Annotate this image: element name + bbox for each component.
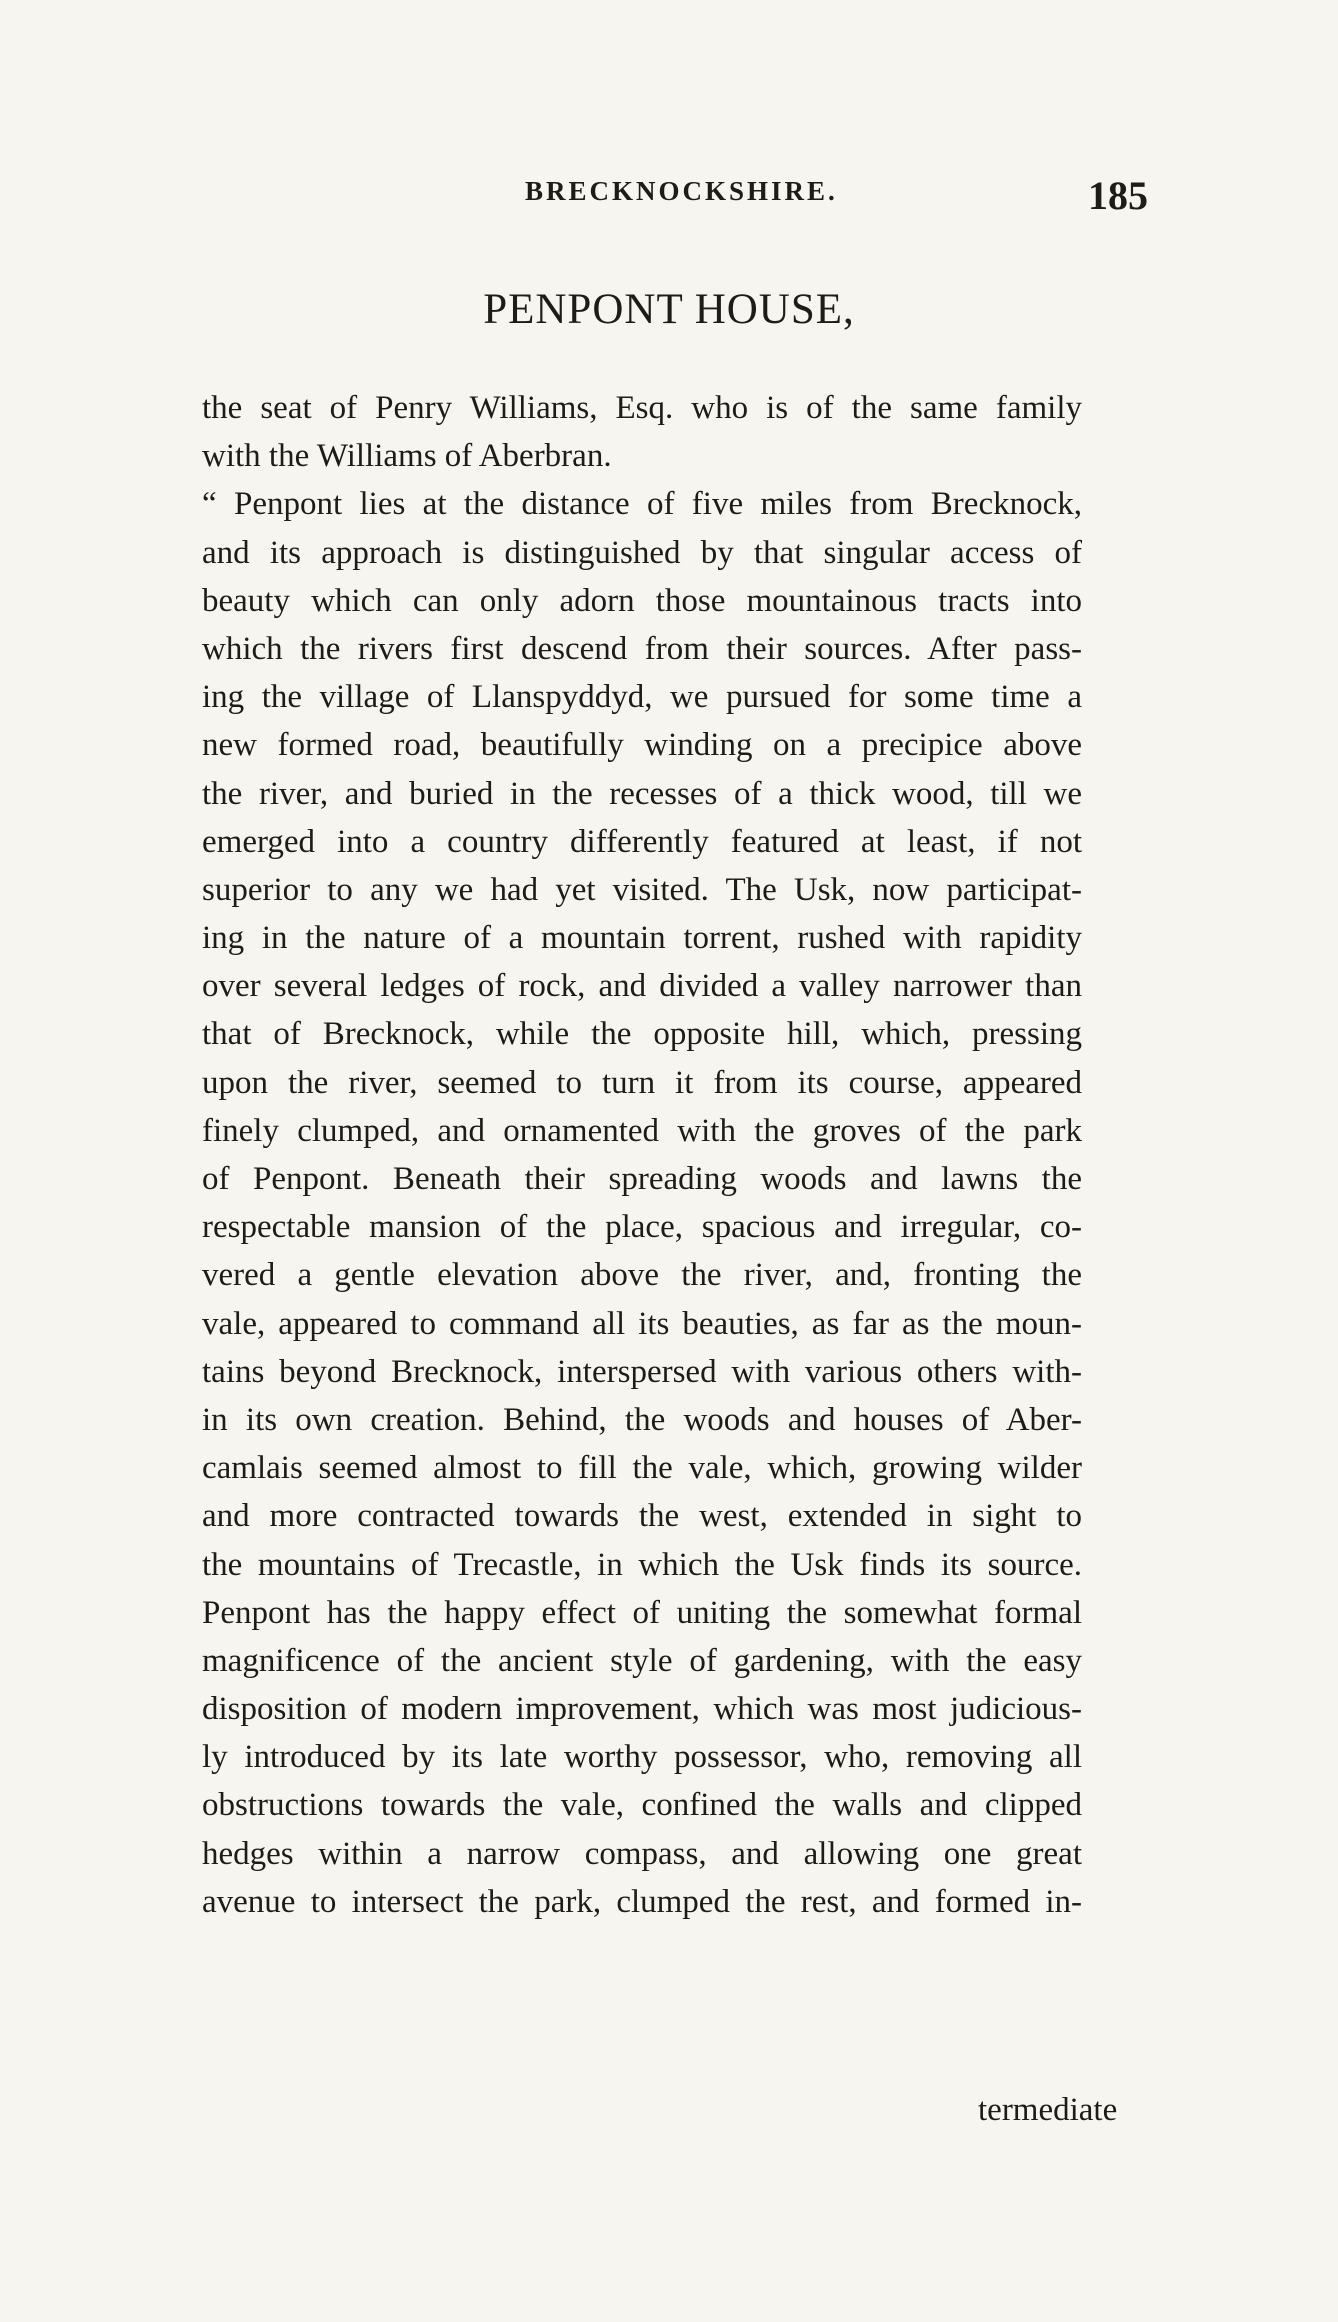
text-line: beauty which can only adorn those mountainous tracts into bbox=[202, 582, 1082, 619]
text-line: and more contracted towards the west, extended in sight to bbox=[202, 1498, 1082, 1535]
text-line: vale, appeared to command all its beauties, as far as the moun- bbox=[202, 1305, 1082, 1342]
text-line: upon the river, seemed to turn it from its course, appeared bbox=[202, 1064, 1082, 1101]
catchword: termediate bbox=[978, 2092, 1118, 2128]
section-heading: PENPONT HOUSE, bbox=[483, 286, 855, 333]
text-line: the river, and buried in the recesses of a thick wood, till we bbox=[202, 775, 1082, 812]
text-line: that of Brecknock, while the opposite hill, which, pressing bbox=[202, 1016, 1082, 1053]
text-line: over several ledges of rock, and divided a valley narrower than bbox=[202, 968, 1082, 1005]
text-line: disposition of modern improvement, which was most judicious- bbox=[202, 1691, 1082, 1728]
text-line: magnificence of the ancient style of gardening, with the easy bbox=[202, 1642, 1082, 1679]
text-line: obstructions towards the vale, confined the walls and clipped bbox=[202, 1787, 1082, 1824]
text-line: the seat of Penry Williams, Esq. who is of the same family bbox=[202, 390, 1082, 426]
text-line: “ Penpont lies at the distance of five miles from Brecknock, bbox=[202, 486, 1082, 523]
running-head bbox=[0, 173, 1338, 226]
text-line: and its approach is distinguished by that singular access of bbox=[202, 534, 1082, 571]
text-line: ing the village of Llanspyddyd, we pursued for some time a bbox=[202, 679, 1082, 716]
text-line: respectable mansion of the place, spacious and irregular, co- bbox=[202, 1209, 1082, 1246]
text-line: ly introduced by its late worthy possessor, who, removing all bbox=[202, 1739, 1082, 1776]
text-line: new formed road, beautifully winding on a precipice above bbox=[202, 727, 1082, 764]
text-line: emerged into a country differently featured at least, if not bbox=[202, 823, 1082, 860]
text-line: the mountains of Trecastle, in which the Usk finds its source. bbox=[202, 1546, 1082, 1583]
text-line: with the Williams of Aberbran. bbox=[202, 438, 612, 475]
text-line: vered a gentle elevation above the river, and, fronting the bbox=[202, 1257, 1082, 1294]
text-line: which the rivers first descend from their sources. After pass- bbox=[202, 630, 1082, 667]
text-line: camlais seemed almost to fill the vale, which, growing wilder bbox=[202, 1450, 1082, 1487]
text-line: superior to any we had yet visited. The Usk, now participat- bbox=[202, 871, 1082, 908]
text-line: hedges within a narrow compass, and allowing one great bbox=[202, 1835, 1082, 1872]
page-number: 185 bbox=[1088, 173, 1148, 218]
text-line: Penpont has the happy effect of uniting the somewhat formal bbox=[202, 1594, 1082, 1631]
text-line: of Penpont. Beneath their spreading woods and lawns the bbox=[202, 1161, 1082, 1197]
text-line: tains beyond Brecknock, interspersed with various others with- bbox=[202, 1353, 1082, 1390]
running-title: BRECKNOCKSHIRE. bbox=[525, 176, 838, 206]
text-line: in its own creation. Behind, the woods and houses of Aber- bbox=[202, 1401, 1082, 1438]
body-text bbox=[202, 384, 1082, 1926]
text-line: finely clumped, and ornamented with the groves of the park bbox=[202, 1112, 1082, 1149]
text-line: avenue to intersect the park, clumped the rest, and formed in- bbox=[202, 1883, 1082, 1920]
text-line: ing in the nature of a mountain torrent, rushed with rapidity bbox=[202, 920, 1082, 957]
